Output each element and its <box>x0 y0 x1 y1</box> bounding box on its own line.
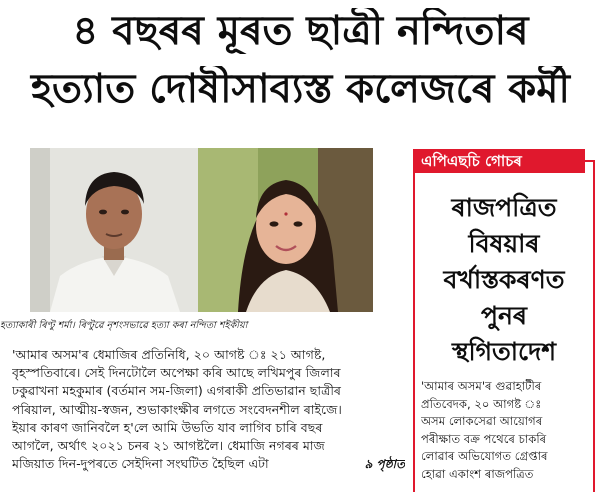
article-last-line <box>12 455 405 473</box>
sidebar-headline-line: ৰাজপত্ৰিত <box>451 193 557 222</box>
article-line: 'আমাৰ অসম'ৰ ধেমাজিৰ প্ৰতিনিধি, ২০ আগষ্ট ঃ ২১ আগষ্ট, <box>12 347 326 362</box>
photo-caption: হত্যাকাৰী ৰিণ্টু শৰ্মা। ৰিণ্টুৱে নৃশংসভাৱে হত্যা কৰা নন্দিতা শইকীয়া <box>0 320 248 331</box>
accused-photo <box>30 148 198 312</box>
victim-photo <box>198 148 373 312</box>
article-line: আগলৈ, অৰ্থাৎ ২০২১ চনৰ ২১ আগষ্টলৈ। ধেমাজি নগৰৰ মাজ <box>12 438 325 454</box>
article-line: ইয়াৰ কাৰণ জানিবলৈ হ'লে আমি উভতি যাব লাগিব চাৰি বছৰ <box>12 419 323 435</box>
sidebar-body <box>421 378 591 484</box>
sidebar-body-line: অসম লোকসেৱা আয়োগৰ <box>421 414 543 429</box>
sidebar-tag: এপিএছচি গোচৰ <box>413 149 585 173</box>
article-line: পৰিয়াল, আত্মীয়-স্বজন, শুভাকাংক্ষীৰ লগতে সংবেদনশীল ৰাইজে। <box>12 401 342 417</box>
sidebar-body-line: পৰীক্ষাত বক্ৰ পথেৰে চাকৰি <box>421 431 547 446</box>
sidebar-body-line: হোৱা একাংশ ৰাজপত্ৰিত <box>421 466 534 481</box>
sidebar-headline-line: বিষয়াৰ <box>468 229 540 258</box>
sidebar-body-line: 'আমাৰ অসম'ৰ গুৱাহাটীৰ <box>421 379 542 393</box>
article-line: বৃহস্পতিবাৰে। সেই দিনটোলৈ অপেক্ষা কৰি আছে লখিমপুৰ জিলাৰ <box>12 365 341 381</box>
sidebar-headline-line: স্থগিতাদেশ <box>451 337 557 366</box>
sidebar-body-line: প্ৰতিবেদক, ২০ আগষ্ট ঃ <box>421 396 542 411</box>
continued-page-reference[interactable]: ৯ পৃষ্ঠাত <box>359 455 405 473</box>
article-line: মজিয়াত দিন-দুপৰতে সেইদিনা সংঘটিত হৈছিল এটা <box>12 456 269 472</box>
sidebar-headline-line: বৰ্খাস্তকৰণত <box>443 265 565 294</box>
sidebar-headline-line: পুনৰ <box>481 301 527 330</box>
woman-portrait-icon <box>198 148 373 312</box>
man-portrait-icon <box>30 148 198 312</box>
headline-line-2: হত্যাত দোষীসাব্যস্ত কলেজৰে কৰ্মী <box>31 66 570 112</box>
article-body <box>12 346 405 473</box>
sidebar-news-box <box>413 146 595 492</box>
headline-line-1: ৪ বছৰৰ মূৰত ছাত্ৰী নন্দিতাৰ <box>72 8 529 54</box>
sidebar-headline <box>415 190 593 370</box>
sidebar-body-line: লোৱাৰ অভিযোগত গ্ৰেপ্তাৰ <box>421 449 548 464</box>
article-line: ঢকুৱাখনা মহকুমাৰ (বৰ্তমান সম-জিলা) এগৰাকী প্ৰতিভাৱান ছাত্ৰীৰ <box>12 383 342 399</box>
